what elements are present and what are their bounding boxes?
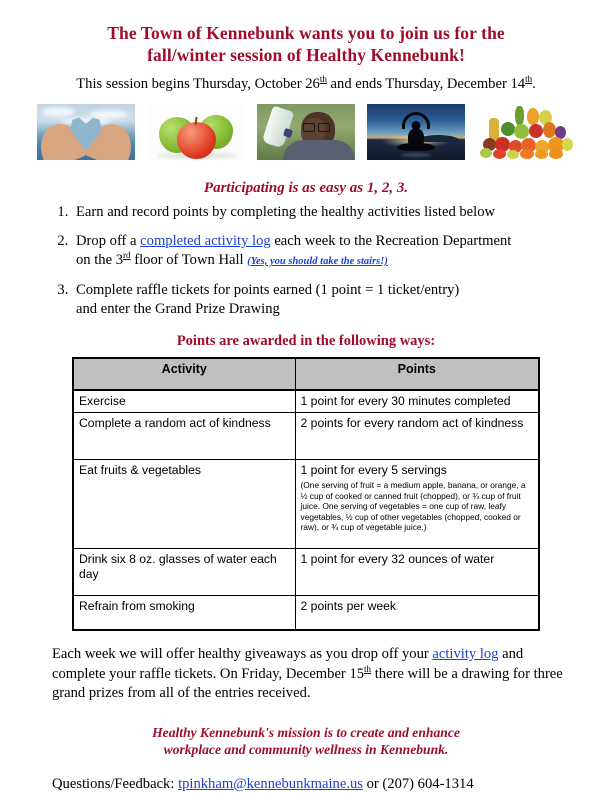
water-reflection: [401, 153, 431, 157]
table-row: [73, 549, 539, 596]
page-title-line1: The Town of Kennebunk wants you to join us for the: [107, 23, 505, 43]
list-item-step-3: [72, 281, 582, 319]
orange-produce: [543, 122, 556, 138]
eyeglass-left: [303, 123, 315, 132]
orange-produce: [549, 149, 563, 159]
orange-produce: [527, 108, 539, 125]
lemon: [562, 138, 573, 151]
contact-line: [0, 758, 612, 793]
yellow-produce: [507, 150, 519, 159]
cell-points: 1 point for every 30 minutes completed: [295, 390, 539, 413]
contact-phone: (207) 604-1314: [382, 775, 474, 792]
step-2-floor-rest: floor of Town Hall: [130, 252, 248, 268]
mission-line2: workplace and community wellness in Kennebunk.: [163, 741, 449, 757]
column-header-points: Points: [295, 358, 539, 390]
mission-statement: [0, 704, 612, 758]
ordinal-suffix-26: th: [319, 74, 327, 85]
step-3-line2: and enter the Grand Prize Drawing: [76, 301, 280, 317]
cell-points: [295, 460, 539, 549]
yoga-sunset-photo: [367, 104, 465, 160]
session-dates-pre: This session begins Thursday, October 26: [76, 76, 320, 92]
contact-label: Questions/Feedback:: [52, 775, 179, 792]
green-produce: [480, 148, 492, 158]
cell-activity: Complete a random act of kindness: [73, 413, 295, 460]
email-link[interactable]: tpinkham@kennebunkmaine.us: [178, 775, 363, 792]
step-2-post: each week to the Recreation Department: [270, 233, 512, 249]
steps-list: [0, 197, 612, 319]
green-apple-produce: [514, 124, 529, 139]
red-produce: [529, 124, 543, 138]
participating-heading: Participating is as easy as 1, 2, 3.: [203, 180, 409, 196]
cell-points-main: 1 point for every 5 servings: [300, 463, 447, 477]
red-apple-center: [177, 122, 216, 159]
apples-photo: [147, 104, 245, 160]
green-produce: [501, 122, 515, 136]
photo-strip: [0, 94, 612, 160]
cell-points: 1 point for every 32 ounces of water: [295, 549, 539, 596]
cell-activity: Refrain from smoking: [73, 596, 295, 631]
take-the-stairs-note[interactable]: (Yes, you should take the stairs!): [247, 256, 388, 267]
orange-produce: [520, 149, 534, 159]
points-table: [72, 357, 540, 631]
list-item-step-2: [72, 232, 582, 271]
green-vegetable: [515, 106, 524, 126]
contact-separator: or: [362, 775, 383, 792]
step-1-text: Earn and record points by completing the healthy activities listed below: [76, 204, 496, 220]
table-row: [73, 390, 539, 413]
step-3-line1: Complete raffle tickets for points earned (1 point = 1 ticket/entry): [76, 282, 460, 298]
points-table-wrapper: [0, 357, 612, 631]
table-row: [73, 596, 539, 631]
session-dates-mid: and ends Thursday, December 14: [326, 76, 526, 92]
table-header-row: [73, 358, 539, 390]
list-item-step-1: [72, 203, 582, 222]
table-row: [73, 413, 539, 460]
water-bottle-shape: [262, 106, 295, 149]
cell-points: 2 points for every random act of kindness: [295, 413, 539, 460]
ordinal-suffix-14: th: [525, 74, 533, 85]
serving-size-note: (One serving of fruit = a medium apple, banana, or orange, a ½ cup of cooked or canned fruit (chopped), or ¾ cup of fruit juice. One serving of vegetables = one cup of raw, leafy vegetables, ½ cup of other vegetables (chopped, cooked or raw), or ¾ cup of vegetable juice.): [300, 480, 526, 533]
table-row: [73, 460, 539, 549]
ordinal-suffix-15: th: [364, 663, 372, 674]
closing-mid: and complete your raffle tickets. On Friday, December 15: [52, 646, 524, 682]
closing-paragraph: [0, 631, 612, 704]
red-produce: [493, 149, 506, 159]
points-table-heading: Points are awarded in the following ways:: [176, 333, 436, 349]
session-dates: [0, 66, 612, 94]
completed-activity-log-link[interactable]: completed activity log: [140, 233, 271, 249]
cell-points: 2 points per week: [295, 596, 539, 631]
cell-activity: Drink six 8 oz. glasses of water each day: [73, 549, 295, 596]
page-title-line2: fall/winter session of Healthy Kennebunk!: [147, 45, 465, 65]
step-2-pre: Drop off a: [76, 233, 141, 249]
eyeglass-right: [318, 123, 330, 132]
cell-activity: Exercise: [73, 390, 295, 413]
mission-line1: Healthy Kennebunk's mission is to create and enhance: [152, 724, 460, 740]
column-header-activity: Activity: [73, 358, 295, 390]
orange-produce: [535, 150, 548, 159]
activity-log-link[interactable]: activity log: [432, 646, 499, 662]
fruits-vegetables-photo: [477, 104, 575, 160]
shirt-shape: [283, 140, 355, 160]
yoga-legs-shape: [397, 143, 435, 151]
ordinal-suffix-3rd: rd: [123, 250, 131, 261]
closing-end: there will be a drawing for three grand prizes from all of the entries received.: [52, 665, 563, 701]
session-dates-end: .: [532, 76, 536, 92]
cell-activity: Eat fruits & vegetables: [73, 460, 295, 549]
hands-heart-ocean-photo: [37, 104, 135, 160]
cloud-shape: [41, 107, 75, 117]
step-2-floor-pre: on the 3: [76, 252, 124, 268]
closing-pre: Each week we will offer healthy giveaways as you drop off your: [52, 646, 433, 662]
man-drinking-water-photo: [257, 104, 355, 160]
page-title: [0, 0, 612, 66]
